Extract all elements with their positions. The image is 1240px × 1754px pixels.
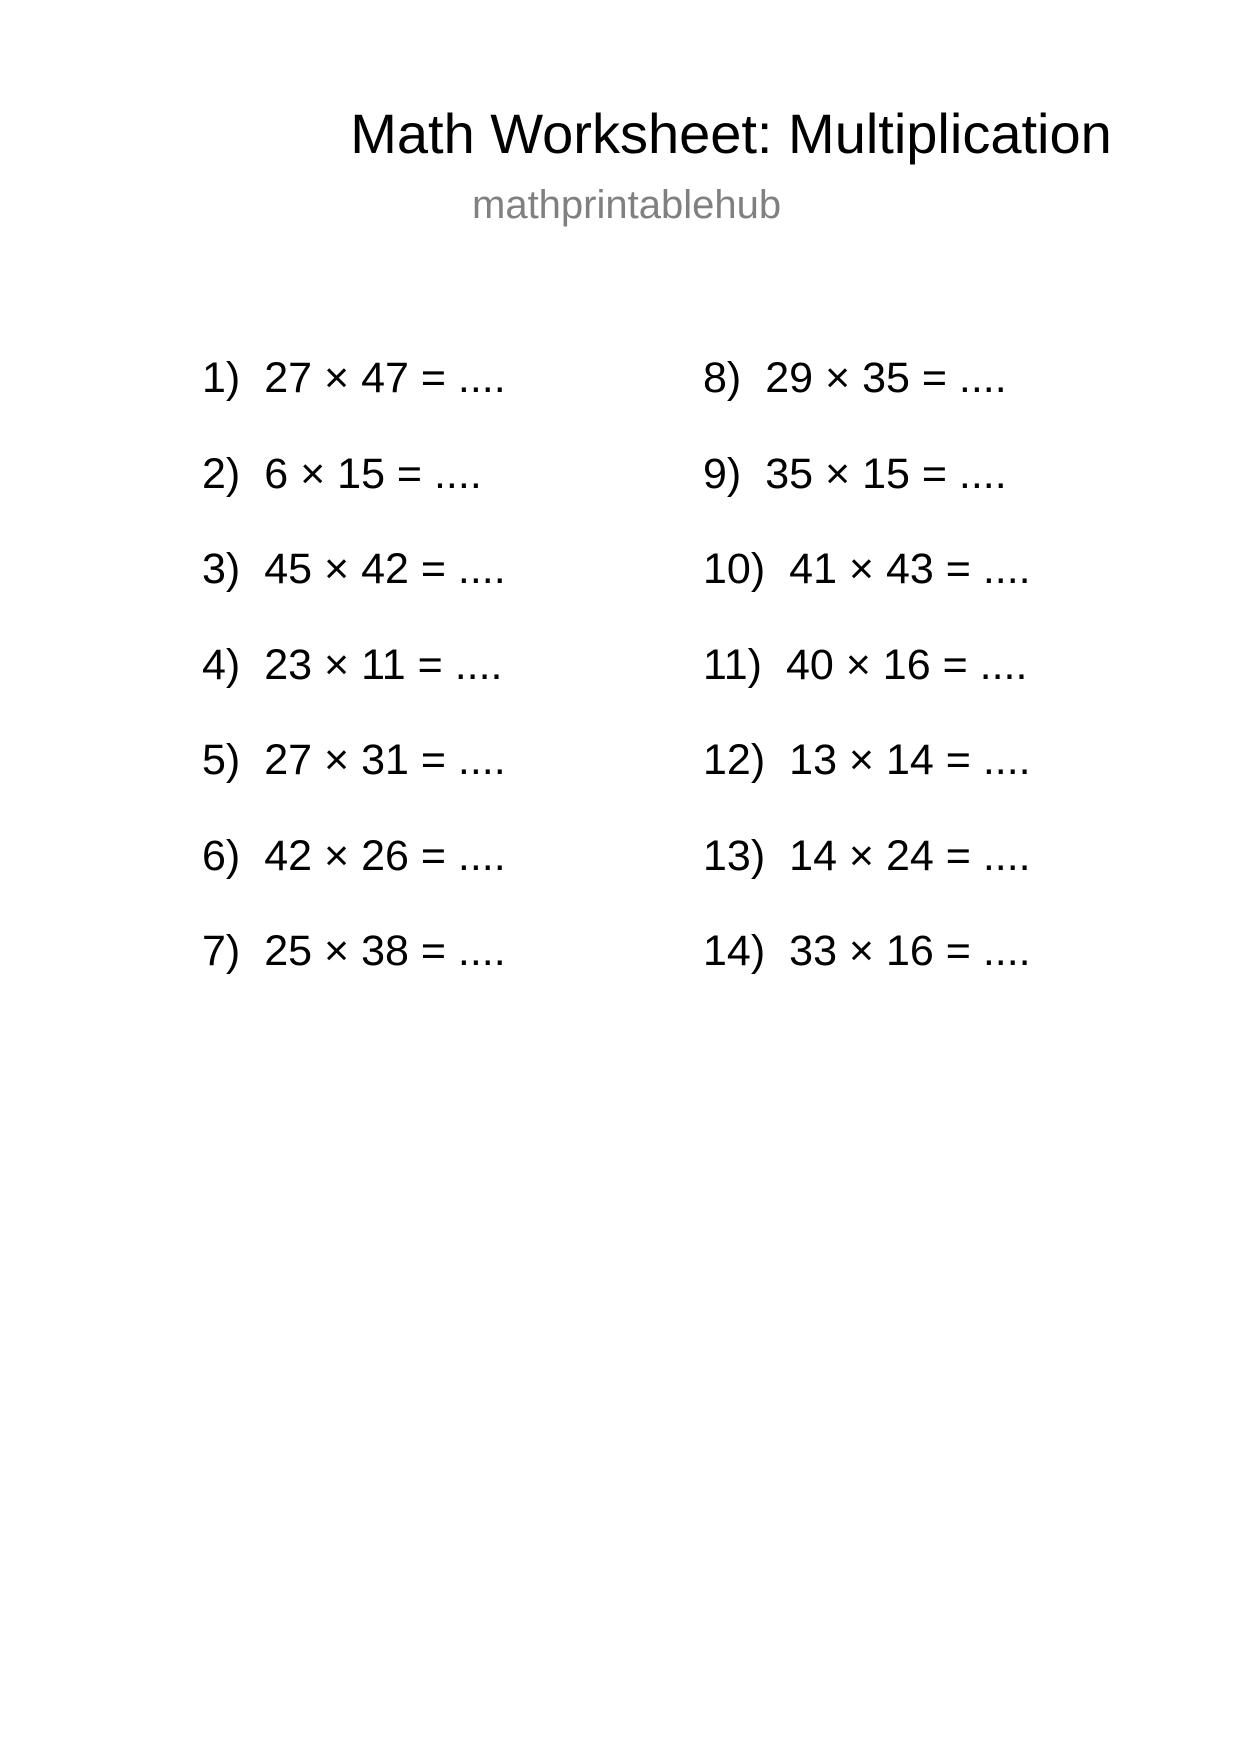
problem-number: 6) — [202, 831, 241, 880]
problem-expression: 13 × 14 = .... — [789, 736, 1031, 784]
problem-1 — [202, 350, 506, 446]
problem-6 — [202, 828, 506, 924]
problem-number: 7) — [202, 927, 241, 975]
problem-number: 1) — [202, 354, 241, 402]
problem-3 — [202, 541, 506, 637]
problem-expression: 27 × 47 = .... — [264, 354, 506, 402]
problem-13 — [703, 828, 1031, 924]
problem-number: 2) — [202, 449, 241, 498]
problem-11 — [703, 637, 1031, 733]
problems-left-column — [202, 350, 506, 1019]
problem-number: 11) — [703, 640, 762, 689]
problem-expression: 40 × 16 = .... — [785, 640, 1028, 689]
problem-number: 9) — [703, 449, 742, 498]
problem-number: 14) — [703, 927, 766, 975]
problem-10 — [703, 541, 1031, 637]
problem-number: 3) — [202, 545, 241, 593]
problems-right-column — [703, 350, 1031, 1019]
problem-number: 12) — [703, 736, 766, 784]
problem-number: 10) — [703, 545, 766, 593]
problem-9 — [703, 446, 1031, 542]
problem-expression: 41 × 43 = .... — [789, 545, 1031, 593]
problem-number: 5) — [202, 736, 241, 784]
problem-2 — [202, 446, 506, 542]
site-name: mathprintablehub — [472, 183, 782, 227]
problem-number: 13) — [703, 831, 766, 880]
problem-expression: 14 × 24 = .... — [789, 831, 1031, 880]
problem-expression: 35 × 15 = .... — [765, 449, 1007, 498]
problem-number: 8) — [703, 354, 742, 402]
problem-7 — [202, 923, 506, 1019]
problem-number: 4) — [202, 640, 241, 689]
problem-14 — [703, 923, 1031, 1019]
problem-12 — [703, 732, 1031, 828]
problem-5 — [202, 732, 506, 828]
problem-expression: 6 × 15 = .... — [264, 449, 482, 498]
problem-expression: 33 × 16 = .... — [789, 927, 1031, 975]
problem-expression: 25 × 38 = .... — [264, 927, 506, 975]
page-title: Math Worksheet: Multiplication — [350, 102, 1112, 165]
problem-8 — [703, 350, 1031, 446]
problem-4 — [202, 637, 506, 733]
problem-expression: 23 × 11 = .... — [264, 640, 503, 689]
problem-expression: 27 × 31 = .... — [264, 736, 506, 784]
problem-expression: 45 × 42 = .... — [264, 545, 506, 593]
problem-expression: 42 × 26 = .... — [264, 831, 506, 880]
problem-expression: 29 × 35 = .... — [765, 354, 1007, 402]
